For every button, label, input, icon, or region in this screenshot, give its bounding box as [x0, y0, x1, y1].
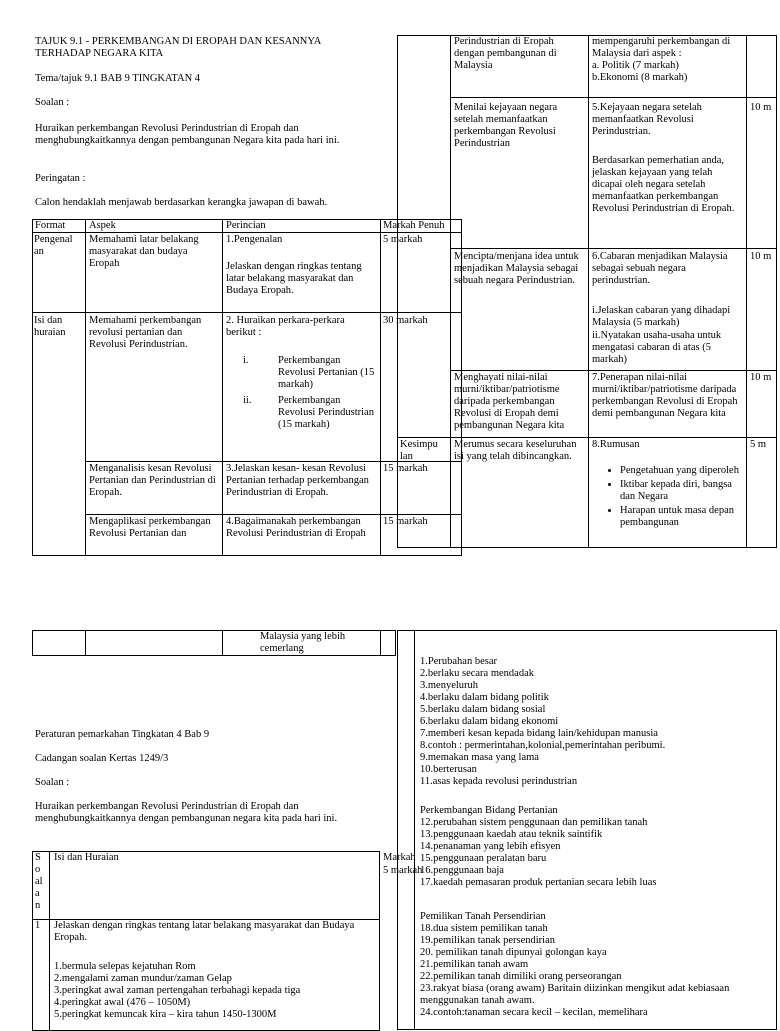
tanah-section	[420, 911, 765, 1019]
rrow4-aspek: Menghayati nilai-nilai murni/iktibar/patriotisme daripada perkembangan Revolusi di Eropah demi pembangunan Negara kita	[454, 372, 565, 431]
header-perincian: Perincian	[226, 220, 266, 231]
peraturan-heading: Peraturan pemarkahan Tingkatan 4 Bab 9	[35, 729, 210, 740]
rrow5-perincian: 8.Rumusan	[592, 439, 640, 450]
rrow1-perincian: mempengaruhi perkembangan di Malaysia dari aspek :	[592, 36, 731, 59]
row1-format: Pengenal an	[34, 234, 73, 257]
rrow1-line-b: b.Ekonomi (8 markah)	[592, 72, 688, 83]
soalan-label-2: Soalan :	[35, 777, 70, 788]
soalan-text: Huraikan perkembangan Revolusi Perindustrian di Eropah dan menghubungkaitkannya dengan pembangunan Negara kita pada hari ini.	[35, 123, 340, 146]
header-markah: Markah Penuh	[383, 220, 445, 231]
row2-perincian: 2. Huraikan perkara-perkara berikut :	[226, 315, 345, 338]
row2-sub1-num: i.	[243, 355, 249, 366]
list-item: 19.pemilikan tanak persendirian	[420, 935, 555, 946]
row4-perincian: 4.Bagaimanakah perkembangan Revolusi Perindustrian di Eropah	[226, 516, 366, 539]
rrow4-perincian: 7.Penerapan nilai-nilai murni/iktibar/patriotisme daripada perkembangan Revolusi di Eropah demi pembangunan Negara kita	[592, 372, 738, 419]
header-markah-2: Markah	[383, 852, 416, 863]
row1-perincian: 1.Pengenalan	[226, 234, 283, 245]
row2-format: Isi dan huraian	[34, 315, 66, 338]
list-item: 2.mengalami zaman mundur/zaman Gelap	[54, 973, 232, 984]
pertanian-section	[420, 805, 765, 889]
rrow2-aspek: Menilai kejayaan negara setelah memanfaatkan perkembangan Revolusi Perindustrian	[454, 102, 558, 149]
list-item: 5.berlaku dalam bidang sosial	[420, 704, 546, 715]
row3-aspek: Menganalisis kesan Revolusi Pertanian dan Perindustrian di Eropah.	[89, 463, 216, 498]
list-item: 22.pemilikan tanah dimiliki orang perseorangan	[420, 971, 622, 982]
list-item: 8.contoh : permerintahan,kolonial,pemerintahan peribumi.	[420, 740, 666, 751]
rrow2-perincian: 5.Kejayaan negara setelah memanfaatkan Revolusi Perindustrian.	[592, 102, 702, 137]
row3-perincian: 3.Jelaskan kesan- kesan Revolusi Pertanian terhadap perkembangan Perindustrian di Eropah.	[226, 463, 369, 498]
row1-question: Jelaskan dengan ringkas tentang latar belakang masyarakat dan Budaya Eropah.	[54, 920, 355, 943]
list-item: 15.penggunaan peralatan baru	[420, 853, 547, 864]
rrow3-perincian: 6.Cabaran menjadikan Malaysia sebagai sebuah negara perindustrian.	[592, 251, 728, 286]
tema-line: Tema/tajuk 9.1 BAB 9 TINGKATAN 4	[35, 73, 201, 84]
list-item: 5.peringkat kemuncak kira – kira tahun 1450-1300M	[54, 1009, 277, 1020]
list-item: 9.memakan masa yang lama	[420, 752, 539, 763]
list-item: 11.asas kepada revolusi perindustrian	[420, 776, 578, 787]
rrow5-bullet: • Iktibar kepada diri, bangsa dan Negara	[620, 479, 744, 503]
list-item: 12.perubahan sistem penggunaan dan pemilikan tanah	[420, 817, 648, 828]
row4-aspek: Mengaplikasi perkembangan Revolusi Pertanian dan	[89, 516, 211, 539]
list-item: 2.berlaku secara mendadak	[420, 668, 534, 679]
row1-aspek: Memahami latar belakang masyarakat dan budaya Eropah	[89, 234, 199, 269]
list-item: 21.pemilikan tanah awam	[420, 959, 529, 970]
header-isi-huraian: Isi dan Huraian	[54, 852, 119, 863]
rrow5-aspek: Merumus secara keseluruhan isi yang telah dibincangkan.	[454, 439, 577, 462]
rrow2-perincian-detail: Berdasarkan pemerhatian anda, jelaskan kejayaan yang telah dicapai oleh negara setelah memanfaatkan perkembangan Revolusi Perindustrian di Eropah.	[592, 155, 735, 214]
list-item: 1.bermula selepas kejatuhan Rom	[54, 961, 196, 972]
rrow5-bullet: • Pengetahuan yang diperoleh	[620, 465, 744, 477]
right-points	[420, 656, 765, 788]
rrow4-markah: 10 m	[750, 372, 772, 383]
soalan-text-2: Huraikan perkembangan Revolusi Perindustrian di Eropah dan menghubungkaitkannya dengan pembangunan negara kita pada hari ini.	[35, 801, 338, 824]
list-item: 20. pemilikan tanah dipunyai golongan kaya	[420, 947, 607, 958]
header-format: Format	[35, 220, 66, 231]
row2-markah: 30 markah	[383, 315, 428, 326]
markah-value: 5 markah	[383, 865, 423, 876]
soalan-label: Soalan :	[35, 97, 70, 108]
row1-markah: 5 markah	[383, 234, 423, 245]
row1-perincian-detail: Jelaskan dengan ringkas tentang latar belakang masyarakat dan Budaya Eropah.	[226, 261, 362, 296]
list-item: 14.penanaman yang lebih efisyen	[420, 841, 561, 852]
rrow3-markah: 10 m	[750, 251, 772, 262]
list-item: 3.peringkat awal zaman pertengahan terbahagi kepada tiga	[54, 985, 301, 996]
list-item: 1.Perubahan besar	[420, 656, 497, 667]
peringatan-text: Calon hendaklah menjawab berdasarkan kerangka jawapan di bawah.	[35, 197, 328, 208]
row2-sub2-num: ii.	[243, 395, 252, 406]
list-item: 7.memberi kesan kepada bidang lain/kehidupan manusia	[420, 728, 658, 739]
row2-aspek: Memahami perkembangan revolusi pertanian dan Revolusi Perindustrian.	[89, 315, 202, 350]
section-heading: Perkembangan Bidang Pertanian	[420, 805, 558, 816]
section-heading: Pemilikan Tanah Persendirian	[420, 911, 546, 922]
rrow5-bullets	[598, 465, 744, 531]
cadangan-soalan: Cadangan soalan Kertas 1249/3	[35, 753, 169, 764]
row4-markah: 15 markah	[383, 516, 428, 527]
list-item: 6.berlaku dalam bidang ekonomi	[420, 716, 559, 727]
rrow2-markah: 10 m	[750, 102, 772, 113]
row1-points	[54, 961, 374, 1021]
page-title: TAJUK 9.1 - PERKEMBANGAN DI EROPAH DAN KESANNYA TERHADAP NEGARA KITA	[35, 36, 321, 59]
rrow3-line-i: i.Jelaskan cabaran yang dihadapi Malaysia (5 markah)	[592, 305, 731, 328]
peringatan-label: Peringatan :	[35, 173, 86, 184]
list-item: 3.menyeluruh	[420, 680, 479, 691]
list-item: 23.rakyat biasa (orang awam) Baritain diizinkan mengikut adat kebiasaan menggunakan tanah awam.	[420, 983, 730, 1006]
list-item: 17.kaedah pemasaran produk pertanian secara lebih luas	[420, 877, 657, 888]
list-item: 10.berterusan	[420, 764, 477, 775]
header-aspek: Aspek	[89, 220, 116, 231]
list-item: 16.penggunaan baja	[420, 865, 504, 876]
list-item: 13.penggunaan kaedah atau teknik saintifik	[420, 829, 603, 840]
rrow5-format: Kesimpu lan	[400, 439, 438, 462]
list-item: 4.berlaku dalam bidang politik	[420, 692, 549, 703]
row3-markah: 15 markah	[383, 463, 428, 474]
list-item: 4.peringkat awal (476 – 1050M)	[54, 997, 191, 1008]
row2-sub2-text: Perkembangan Revolusi Perindustrian (15 markah)	[278, 395, 374, 430]
rrow3-line-ii: ii.Nyatakan usaha-usaha untuk mengatasi cabaran di atas (5 markah)	[592, 330, 722, 365]
rrow3-aspek: Mencipta/menjana idea untuk menjadikan Malaysia sebagai sebuah negara Perindustrian.	[454, 251, 579, 286]
rrow1-aspek: Perindustrian di Eropah dengan pembangunan di Malaysia	[454, 36, 557, 71]
row1-no: 1	[35, 920, 41, 931]
rrow1-line-a: a. Politik (7 markah)	[592, 60, 679, 71]
row2-sub1-text: Perkembangan Revolusi Pertanian (15 markah)	[278, 355, 375, 390]
list-item: 18.dua sistem pemilikan tanah	[420, 923, 548, 934]
continued-row-text: Malaysia yang lebih cemerlang	[260, 631, 346, 654]
rrow5-markah: 5 m	[750, 439, 767, 450]
list-item: 24.contoh:tanaman secara kecil – kecilan, memelihara	[420, 1007, 648, 1018]
rrow5-bullet: • Harapan untuk masa depan pembangunan	[620, 505, 744, 529]
header-soalan: S o al a n	[35, 852, 43, 911]
